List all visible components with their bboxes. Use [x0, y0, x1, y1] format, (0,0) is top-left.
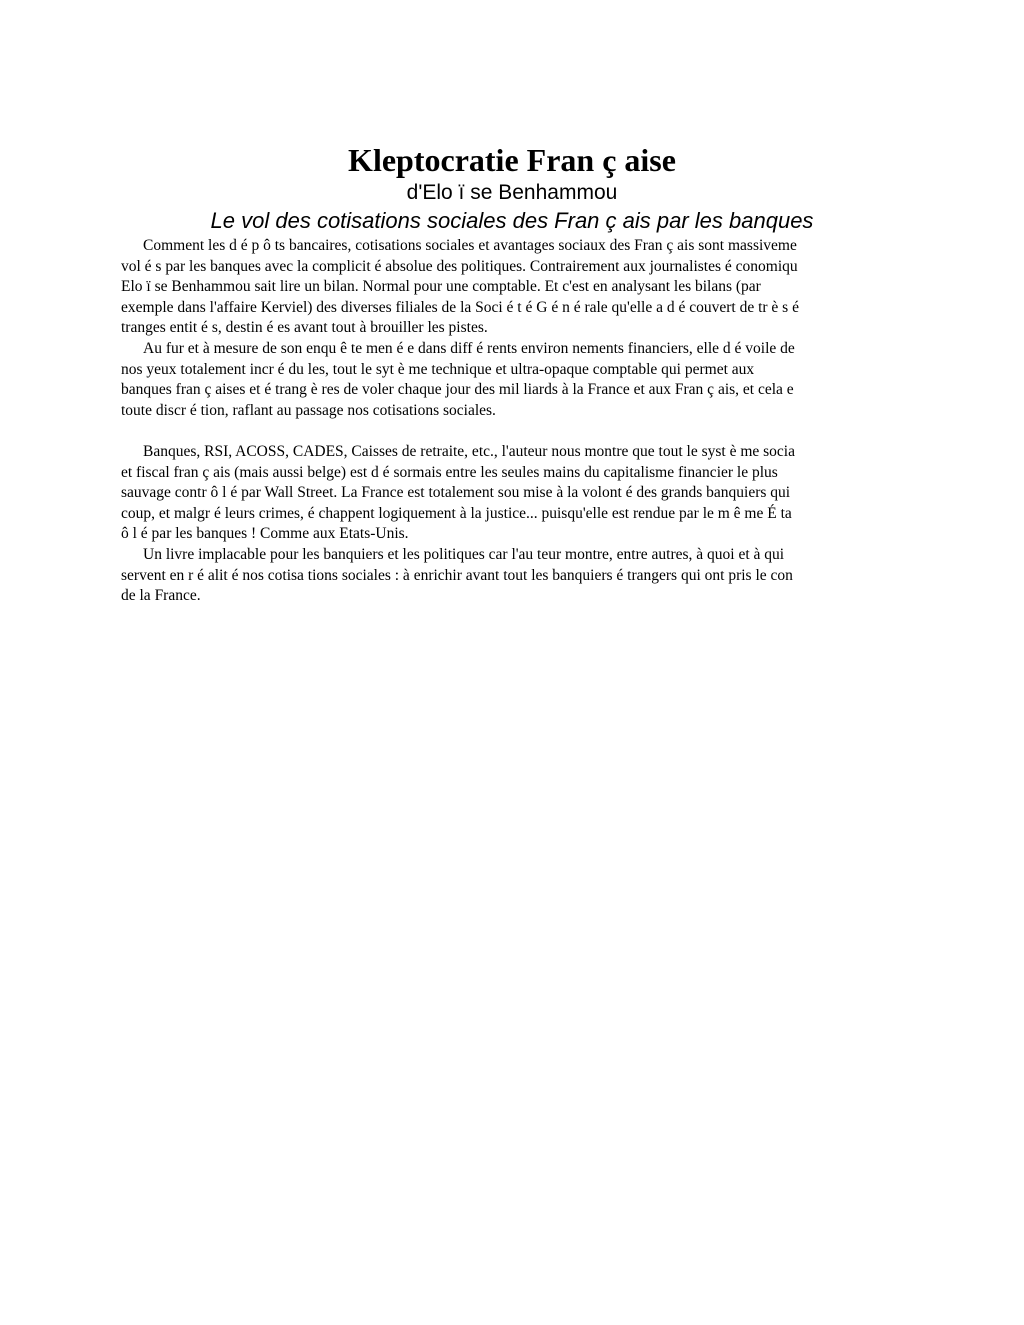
book-author: d'Elo ï se Benhammou — [406, 181, 618, 204]
text-line: banques fran ç aises et é trang è res de voler chaque jour des mil liards à la France et aux Fran ç ais, et cela e — [121, 381, 794, 399]
text-line: Elo ï se Benhammou sait lire un bilan. Normal pour une comptable. Et c'est en analysant les bilans (par — [121, 278, 761, 296]
text-line: nos yeux totalement incr é du les, tout le syt è me technique et ultra-opaque comptable qui permet aux — [121, 360, 755, 378]
text-line: Au fur et à mesure de son enqu ê te men é e dans diff é rents environ nements financiers, elle d é voile de — [143, 339, 795, 357]
text-line: de la France. — [121, 587, 201, 605]
text-line: tranges entit é s, destin é es avant tout à brouiller les pistes. — [121, 319, 488, 337]
paragraph-3 — [121, 442, 903, 545]
text-line: et fiscal fran ç ais (mais aussi belge) est d é sormais entre les seules mains du capitalisme financier le plus — [121, 463, 778, 481]
text-line: Un livre implacable pour les banquiers et les politiques car l'au teur montre, entre autres, à quoi et à qui — [143, 545, 785, 563]
paragraph-2 — [121, 339, 903, 421]
paragraph-1 — [121, 236, 903, 339]
book-subtitle: Le vol des cotisations sociales des Fran ç ais par les banques — [210, 208, 814, 233]
text-line: Comment les d é p ô ts bancaires, cotisations sociales et avantages sociaux des Fran ç ais sont massiveme — [143, 237, 797, 254]
text-line: sauvage contr ô l é par Wall Street. La France est totalement sou mise à la volont é des grands banquiers qui — [121, 484, 791, 502]
paragraph-spacer — [121, 421, 903, 442]
text-line: vol é s par les banques avec la complicit é absolue des politiques. Contrairement aux journalistes é conomiqu — [121, 257, 798, 275]
text-line: Banques, RSI, ACOSS, CADES, Caisses de retraite, etc., l'auteur nous montre que tout le syst è me socia — [143, 442, 795, 460]
document-body — [121, 236, 903, 616]
text-line: toute discr é tion, raflant au passage nos cotisations sociales. — [121, 401, 496, 419]
paragraph-4 — [121, 545, 903, 607]
text-line: exemple dans l'affaire Kerviel) des diverses filiales de la Soci é t é G é n é rale qu'elle a d é couvert de tr è s é — [121, 298, 799, 316]
book-title: Kleptocratie Fran ç aise — [348, 142, 676, 178]
text-line: ô l é par les banques ! Comme aux Etats-Unis. — [121, 525, 409, 543]
text-line: coup, et malgr é leurs crimes, é chappent logiquement à la justice... puisqu'elle est rendue par le m ê me É ta — [121, 504, 792, 522]
text-line: servent en r é alit é nos cotisa tions sociales : à enrichir avant tout les banquiers é trangers qui ont pris le con — [121, 566, 793, 584]
